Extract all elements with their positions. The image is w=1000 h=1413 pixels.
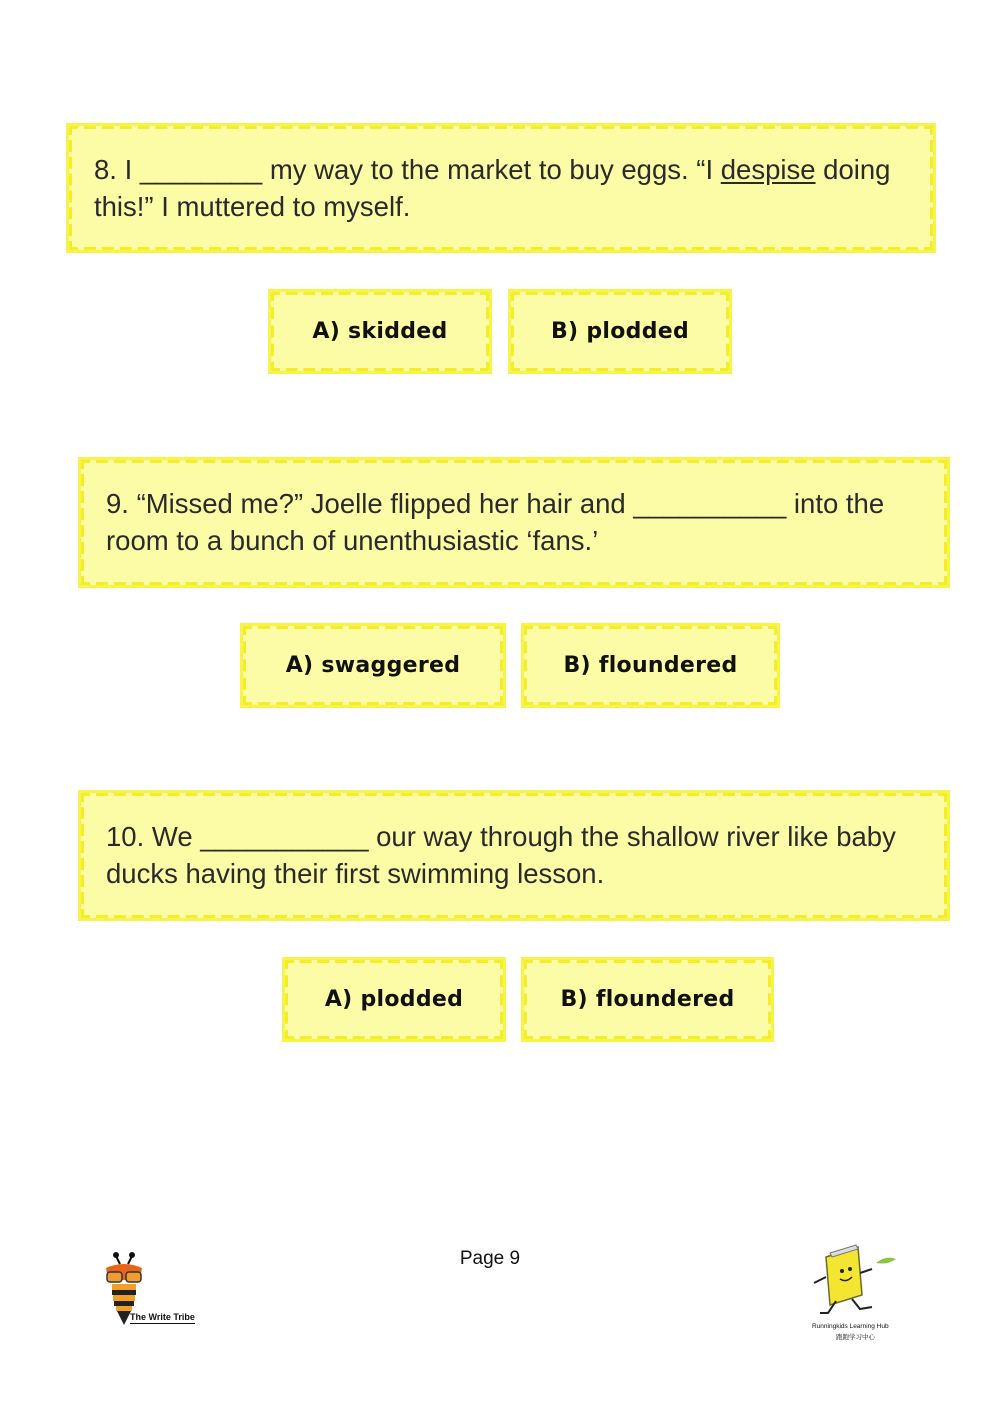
runningkids-logo-text-cn: 跑跑学习中心 xyxy=(836,1334,875,1341)
underlined-word: despise xyxy=(720,154,816,185)
question-9-text: 9. “Missed me?” Joelle flipped her hair and __________ into the room to a bunch of unenthusiastic ‘fans.’ xyxy=(106,488,885,556)
runningkids-logo xyxy=(806,1243,906,1343)
question-10-box xyxy=(78,790,950,921)
write-tribe-logo xyxy=(100,1250,210,1330)
page-number: Page 9 xyxy=(459,1248,521,1269)
option-8b-button[interactable]: B) plodded xyxy=(508,289,732,374)
option-10b-button[interactable]: B) floundered xyxy=(521,957,774,1042)
question-10-text: 10. We ___________ our way through the shallow river like baby ducks having their first swimming lesson. xyxy=(106,821,896,889)
option-9a-button[interactable]: A) swaggered xyxy=(240,623,506,708)
option-10a-button[interactable]: A) plodded xyxy=(282,957,506,1042)
question-8-text: 8. I ________ my way to the market to buy eggs. “I despise doing this!” I muttered to myself. xyxy=(94,154,891,222)
runningkids-logo-text: Runningkids Learning Hub xyxy=(812,1323,889,1330)
question-9-box xyxy=(78,457,950,588)
running-book-logo-icon xyxy=(806,1243,906,1319)
write-tribe-logo-text: The Write Tribe xyxy=(130,1312,195,1322)
option-8a-button[interactable]: A) skidded xyxy=(268,289,492,374)
question-8-box xyxy=(66,123,936,253)
option-9b-button[interactable]: B) floundered xyxy=(521,623,780,708)
